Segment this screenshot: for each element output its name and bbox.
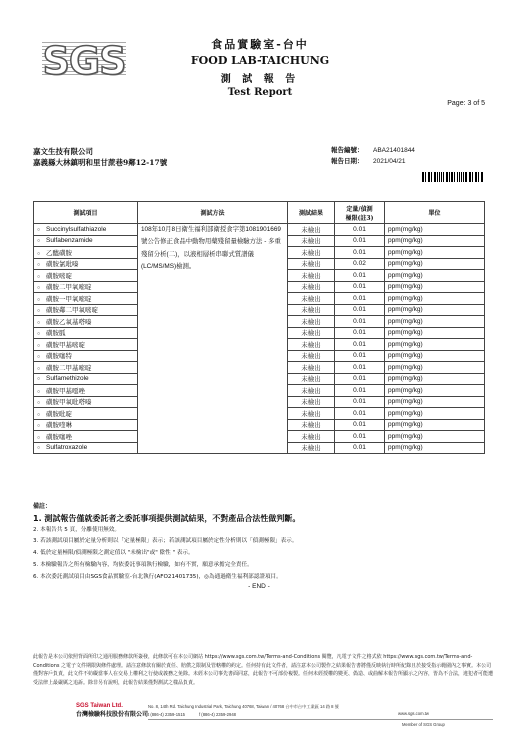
test-result: 未檢出 [288,327,335,339]
note-6: 6. 本次委託測試項目由SGS食品實驗室-台北執行(AFO21401735)，◎為通過衛生福利部認證項目。 [33,573,282,580]
test-item [34,362,138,374]
test-item [34,339,138,351]
note-4: 4. 低於定量極限/偵測極限之測定值以 "未檢出"或" 陰性 " 表示。 [33,550,194,557]
bullet-icon: ○ [37,273,41,280]
client-address: 嘉義縣大林鎮明和里甘蔗巷9鄰12-17號 [33,158,168,167]
test-item-name: 磺胺甲氧吡嗒嗪 [46,399,92,407]
test-item-name: 磺胺吡啶 [46,410,72,418]
barcode-bar [452,172,453,182]
test-item [34,258,138,270]
test-item [34,396,138,408]
barcode-bar [435,172,436,182]
test-loq: 0.01 [335,304,385,316]
table-header-row [34,202,485,224]
test-result: 未檢出 [288,339,335,351]
barcode-bar [431,172,432,182]
test-unit: ppm(mg/kg) [385,408,485,420]
test-result: 未檢出 [288,350,335,362]
test-item [34,316,138,328]
test-unit: ppm(mg/kg) [385,350,485,362]
report-header [150,36,370,98]
bullet-icon: ○ [37,388,41,395]
test-item [34,293,138,305]
barcode-bar [461,172,462,182]
test-item-name: 磺胺甲基噁唑 [46,387,85,395]
test-result: 未檢出 [288,442,335,454]
test-unit: ppm(mg/kg) [385,419,485,431]
note-5: 5. 本檢驗報告之所有檢驗內容，均依委託事項執行檢驗，如有不實，願意承擔完全責任。 [33,561,253,568]
client-name: 嘉文生技有限公司 [33,147,93,156]
test-result: 未檢出 [288,258,335,270]
footer-phones [148,711,339,719]
test-item [34,327,138,339]
test-unit: ppm(mg/kg) [385,258,485,270]
test-unit: ppm(mg/kg) [385,362,485,374]
bullet-icon: ○ [37,250,41,257]
test-loq: 0.01 [335,327,385,339]
test-item [34,270,138,282]
bullet-icon: ○ [37,365,41,372]
test-item-name: 磺胺一甲氧嘧啶 [46,295,92,303]
test-unit: ppm(mg/kg) [385,396,485,408]
report-title-cn: 測 試 報 告 [220,74,300,85]
end-marker: - END - [248,583,270,590]
barcode-bar [478,172,479,182]
barcode-bar [476,172,477,182]
test-unit: ppm(mg/kg) [385,293,485,305]
report-meta [331,145,415,167]
page-number: Page: 3 of 5 [447,100,485,107]
test-item-name: 磺胺噻唑 [46,433,72,441]
barcode-bar [482,172,483,182]
bullet-icon: ○ [37,434,41,441]
footer-fax: f (886-4) 2359-2948 [198,712,236,717]
bullet-icon: ○ [37,342,41,349]
test-unit: ppm(mg/kg) [385,385,485,397]
barcode-bar [443,172,445,182]
test-result: 未檢出 [288,270,335,282]
header-loq: 定量/偵測 極限(註3) [335,202,385,224]
lab-name-en: FOOD LAB-TAICHUNG [190,54,330,67]
test-loq: 0.01 [335,293,385,305]
test-loq: 0.01 [335,362,385,374]
test-item-name: Sulfamethizole [46,375,89,383]
footer-company [76,702,148,720]
test-unit: ppm(mg/kg) [385,304,485,316]
barcode-bar [425,172,426,182]
bullet-icon: ○ [37,308,41,315]
test-unit: ppm(mg/kg) [385,235,485,247]
test-unit: ppm(mg/kg) [385,316,485,328]
test-item [34,247,138,259]
barcode-bar [447,172,448,182]
test-result: 未檢出 [288,235,335,247]
notes-heading: 備註： [33,503,52,510]
test-item-name: 磺胺乙氧基嗒嗪 [46,318,92,326]
test-item-name: 磺胺嘧啶 [46,272,72,280]
bullet-icon: ○ [37,411,41,418]
test-method: 108年10月8日衛生福利部衛授食字第1081901669號公告修正食品中動物用藥殘留量檢驗方法 - 多重殘留分析(二)，以液相層析串聯式質譜儀(LC/MS/MS)檢測。 [138,224,288,454]
test-unit: ppm(mg/kg) [385,431,485,443]
test-loq: 0.01 [335,316,385,328]
test-item-name: 磺胺甲基嘧啶 [46,341,85,349]
test-unit: ppm(mg/kg) [385,281,485,293]
bullet-icon: ○ [37,262,41,269]
header-item: 測試項目 [34,202,138,224]
test-item-name: Succinylsulfathiazole [46,225,107,233]
barcode-bar [459,172,460,182]
test-item [34,385,138,397]
test-result: 未檢出 [288,396,335,408]
test-loq: 0.01 [335,419,385,431]
test-unit: ppm(mg/kg) [385,270,485,282]
client-info [33,146,167,168]
note-1: 1. 測試報告僅就委託者之委託事項提供測試結果，不對產品合法性做判斷。 [33,513,301,523]
header-method: 測試方法 [138,202,288,224]
test-item-name: 磺胺喹啉 [46,422,72,430]
note-3: 3. 若該測試項目屬於定量分析則以「定量極限」表示；若該測試項目屬於定性分析則以「偵測極限」表示。 [33,538,298,545]
test-loq: 0.01 [335,224,385,236]
test-result: 未檢出 [288,293,335,305]
test-item [34,431,138,443]
barcode-bar [423,172,424,182]
footer-member: Member of SGS Group [402,722,445,727]
test-result: 未檢出 [288,316,335,328]
footer-company-en: SGS Taiwan Ltd. [76,703,123,709]
test-loq: 0.01 [335,442,385,454]
barcode-bar [472,172,474,182]
test-loq: 0.01 [335,350,385,362]
test-item [34,442,138,454]
report-title-en: Test Report [227,87,293,98]
test-item [34,224,138,236]
barcode-bar [429,172,431,182]
test-result: 未檢出 [288,362,335,374]
footer-company-cn: 台灣檢驗科技股份有限公司 [76,712,149,718]
logo-text: SGS [42,39,126,83]
barcode-bar [466,172,467,182]
test-loq: 0.02 [335,258,385,270]
test-item-name: 乙醯磺胺 [46,249,72,257]
test-unit: ppm(mg/kg) [385,442,485,454]
test-item [34,235,138,247]
test-unit: ppm(mg/kg) [385,327,485,339]
test-result: 未檢出 [288,247,335,259]
barcode-bar [449,172,450,182]
bullet-icon: ○ [37,400,41,407]
report-date-label: 報告日期： [331,157,364,165]
test-loq: 0.01 [335,385,385,397]
test-loq: 0.01 [335,270,385,282]
notes [33,501,493,584]
note-2: 2. 本報告共 5 頁，分離使用無效。 [33,526,120,533]
test-item-name: 磺胺鄰二甲氧嘧啶 [46,307,98,315]
test-item-name: 磺胺胍 [46,330,66,338]
disclaimer: 此報告是本公司依照背面所印之通用服務條款所簽發，此條款可在本公司網站 https://www.sgs.com.tw/Terms-and-Conditions 閱覽，凡電子文件之格式依 https://www.sgs.com.tw/Terms-and-Conditions 之電子文件期限與條件處理。請注意條款有關於責任、賠償之限制及管轄權的約定。任何持有此文件者，請注意本公司製作之結果報告書將僅反映執行時所紀錄且於接受指示範圍內之事實。本公司僅對客戶負責，此文件不妨礙當事人在交易上權利之行使或義務之免除。未經本公司事先書面同意，此報告不可部份複製。任何未經授權的變更、偽造、或曲解本報告所顯示之內容，皆為不合法，違犯者可能遭受法律上最嚴厲之追訴。除非另有說明，此報告結果僅對測試之樣品負責。 [33,654,494,686]
barcode-bar [470,172,471,182]
bullet-icon: ○ [37,423,41,430]
test-result: 未檢出 [288,385,335,397]
barcode-bar [454,172,455,182]
bullet-icon: ○ [37,285,41,292]
barcode-bar [441,172,442,182]
test-item-name: Sulfatroxazole [46,444,88,452]
test-item-name: 磺胺二甲氧嘧啶 [46,284,92,292]
test-loq: 0.01 [335,247,385,259]
test-loq: 0.01 [335,396,385,408]
test-loq: 0.01 [335,339,385,351]
test-item-name: 磺胺氯吡嗪 [46,261,79,269]
test-unit: ppm(mg/kg) [385,247,485,259]
footer-address-block [148,703,339,719]
test-item-name: Sulfabenzamide [46,237,93,245]
test-item [34,350,138,362]
lab-name-cn: 食品實驗室-台中 [211,38,309,51]
header-result: 測試結果 [288,202,335,224]
table-row [34,224,485,236]
test-result: 未檢出 [288,408,335,420]
test-item-name: 磺胺二甲基嘧啶 [46,364,92,372]
bullet-icon: ○ [37,319,41,326]
barcode [422,172,484,182]
test-result: 未檢出 [288,281,335,293]
test-item [34,373,138,385]
test-item [34,281,138,293]
bullet-icon: ○ [37,226,41,233]
footer-address: No. 8, 14th Rd. Taichung Industrial Park, Taichung 40768, Taiwan / 40768 台中市台中工業區 14 路 8 號 [148,704,339,709]
test-loq: 0.01 [335,431,385,443]
sgs-logo [38,38,130,84]
test-result: 未檢出 [288,224,335,236]
test-loq: 0.01 [335,235,385,247]
footer-divider [148,719,493,720]
test-loq: 0.01 [335,373,385,385]
footer-website: www.sgs.com.tw [398,711,429,716]
bullet-icon: ○ [37,445,41,452]
test-unit: ppm(mg/kg) [385,339,485,351]
test-item [34,408,138,420]
test-loq: 0.01 [335,281,385,293]
test-item [34,304,138,316]
barcode-bar [437,172,438,182]
test-unit: ppm(mg/kg) [385,224,485,236]
header-unit: 單位 [385,202,485,224]
report-date: 2021/04/21 [373,158,406,165]
test-result: 未檢出 [288,419,335,431]
test-loq: 0.01 [335,408,385,420]
bullet-icon: ○ [37,354,41,361]
test-result: 未檢出 [288,373,335,385]
test-result: 未檢出 [288,304,335,316]
test-item-name: 磺胺噻特 [46,353,72,361]
bullet-icon: ○ [37,238,41,245]
report-no-label: 報告編號： [331,146,364,154]
footer-tel: t (886-4) 2359-1515 [148,712,186,717]
test-result: 未檢出 [288,431,335,443]
test-unit: ppm(mg/kg) [385,373,485,385]
bullet-icon: ○ [37,296,41,303]
bullet-icon: ○ [37,331,41,338]
report-no: ABA21401844 [373,147,415,154]
results-table [33,201,485,454]
test-item [34,419,138,431]
bullet-icon: ○ [37,376,41,383]
barcode-bar [465,172,466,182]
